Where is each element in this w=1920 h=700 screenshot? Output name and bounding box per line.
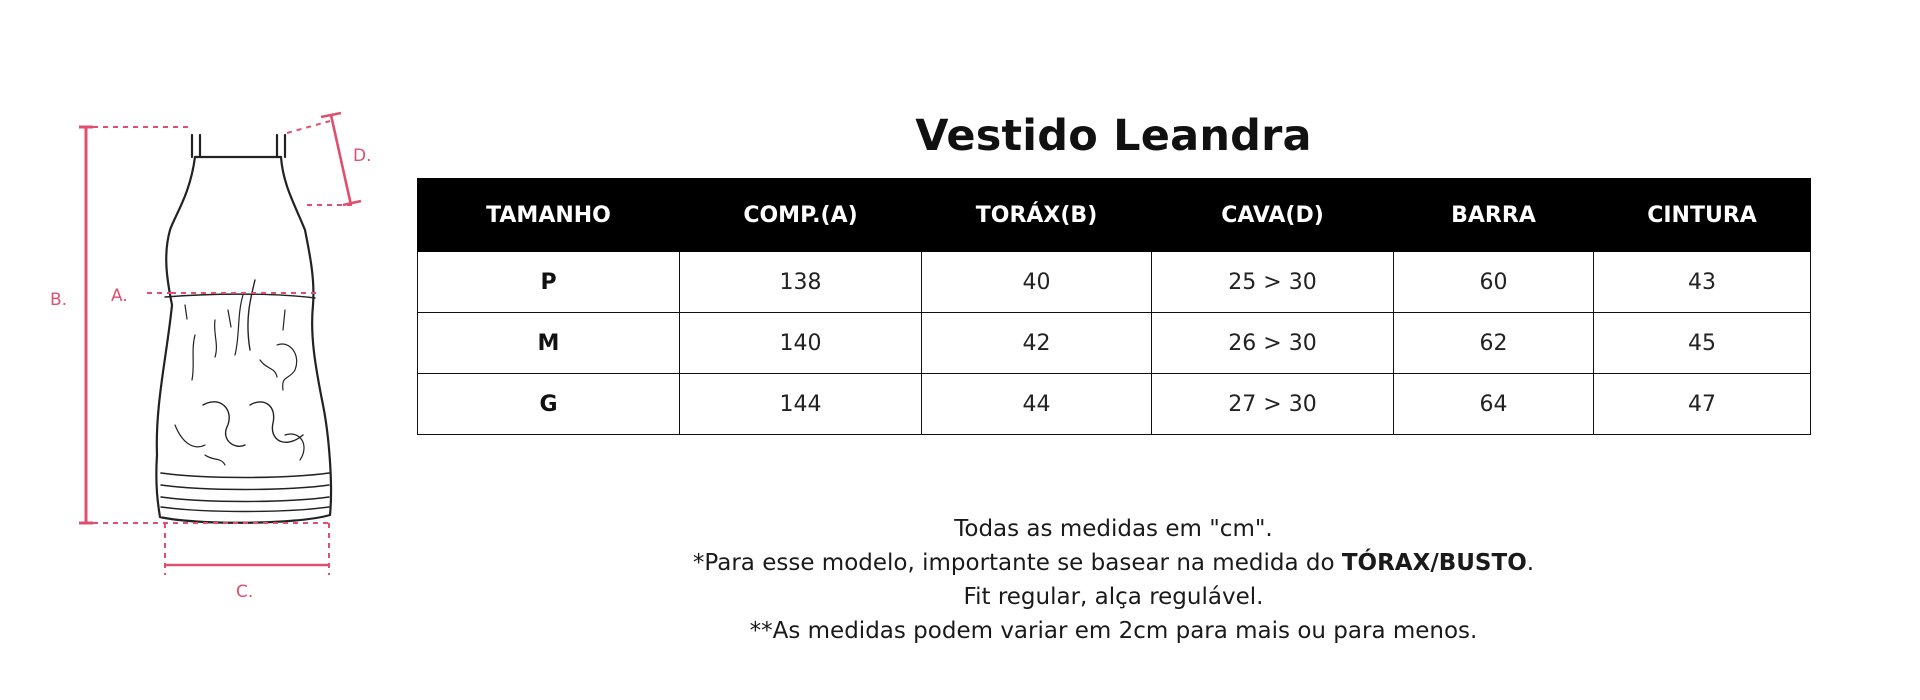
cell-size: P: [418, 252, 680, 313]
header-barra: BARRA: [1394, 179, 1594, 252]
cell-comp: 140: [680, 313, 922, 374]
note-torax-bold: TÓRAX/BUSTO: [1341, 550, 1527, 576]
cell-cintura: 47: [1594, 374, 1811, 435]
cell-size: M: [418, 313, 680, 374]
table-row: [418, 374, 1811, 435]
note-units: Todas as medidas em "cm".: [954, 516, 1273, 542]
table-header-row: [418, 179, 1811, 252]
cell-cintura: 43: [1594, 252, 1811, 313]
size-table: [417, 178, 1811, 435]
dress-sketch: [156, 135, 331, 523]
note-variation: **As medidas podem variar em 2cm para mais ou para menos.: [749, 618, 1478, 644]
cell-torax: 42: [922, 313, 1152, 374]
table-row: [418, 252, 1811, 313]
header-tamanho: TAMANHO: [418, 179, 680, 252]
cell-torax: 40: [922, 252, 1152, 313]
cell-cava: 27 > 30: [1152, 374, 1394, 435]
cell-barra: 60: [1394, 252, 1594, 313]
label-d: D.: [353, 146, 372, 166]
dimension-lines: [79, 113, 361, 575]
label-c: C.: [236, 582, 254, 602]
cell-barra: 62: [1394, 313, 1594, 374]
header-cava: CAVA(D): [1152, 179, 1394, 252]
cell-torax: 44: [922, 374, 1152, 435]
table-row: [418, 313, 1811, 374]
page-title: Vestido Leandra: [915, 111, 1312, 161]
header-comp: COMP.(A): [680, 179, 922, 252]
note-torax-prefix: *Para esse modelo, importante se basear na medida do: [692, 550, 1342, 576]
cell-cava: 26 > 30: [1152, 313, 1394, 374]
cell-cava: 25 > 30: [1152, 252, 1394, 313]
cell-size: G: [418, 374, 680, 435]
dress-measurement-diagram: [45, 105, 390, 605]
label-b: B.: [50, 290, 68, 310]
cell-cintura: 45: [1594, 313, 1811, 374]
note-torax-suffix: .: [1526, 550, 1535, 576]
note-fit: Fit regular, alça regulável.: [963, 584, 1264, 610]
cell-comp: 138: [680, 252, 922, 313]
header-torax: TORÁX(B): [922, 179, 1152, 252]
header-cintura: CINTURA: [1594, 179, 1811, 252]
note-torax: [417, 546, 1810, 580]
label-a: A.: [111, 286, 128, 306]
notes-block: [417, 512, 1810, 648]
cell-barra: 64: [1394, 374, 1594, 435]
cell-comp: 144: [680, 374, 922, 435]
